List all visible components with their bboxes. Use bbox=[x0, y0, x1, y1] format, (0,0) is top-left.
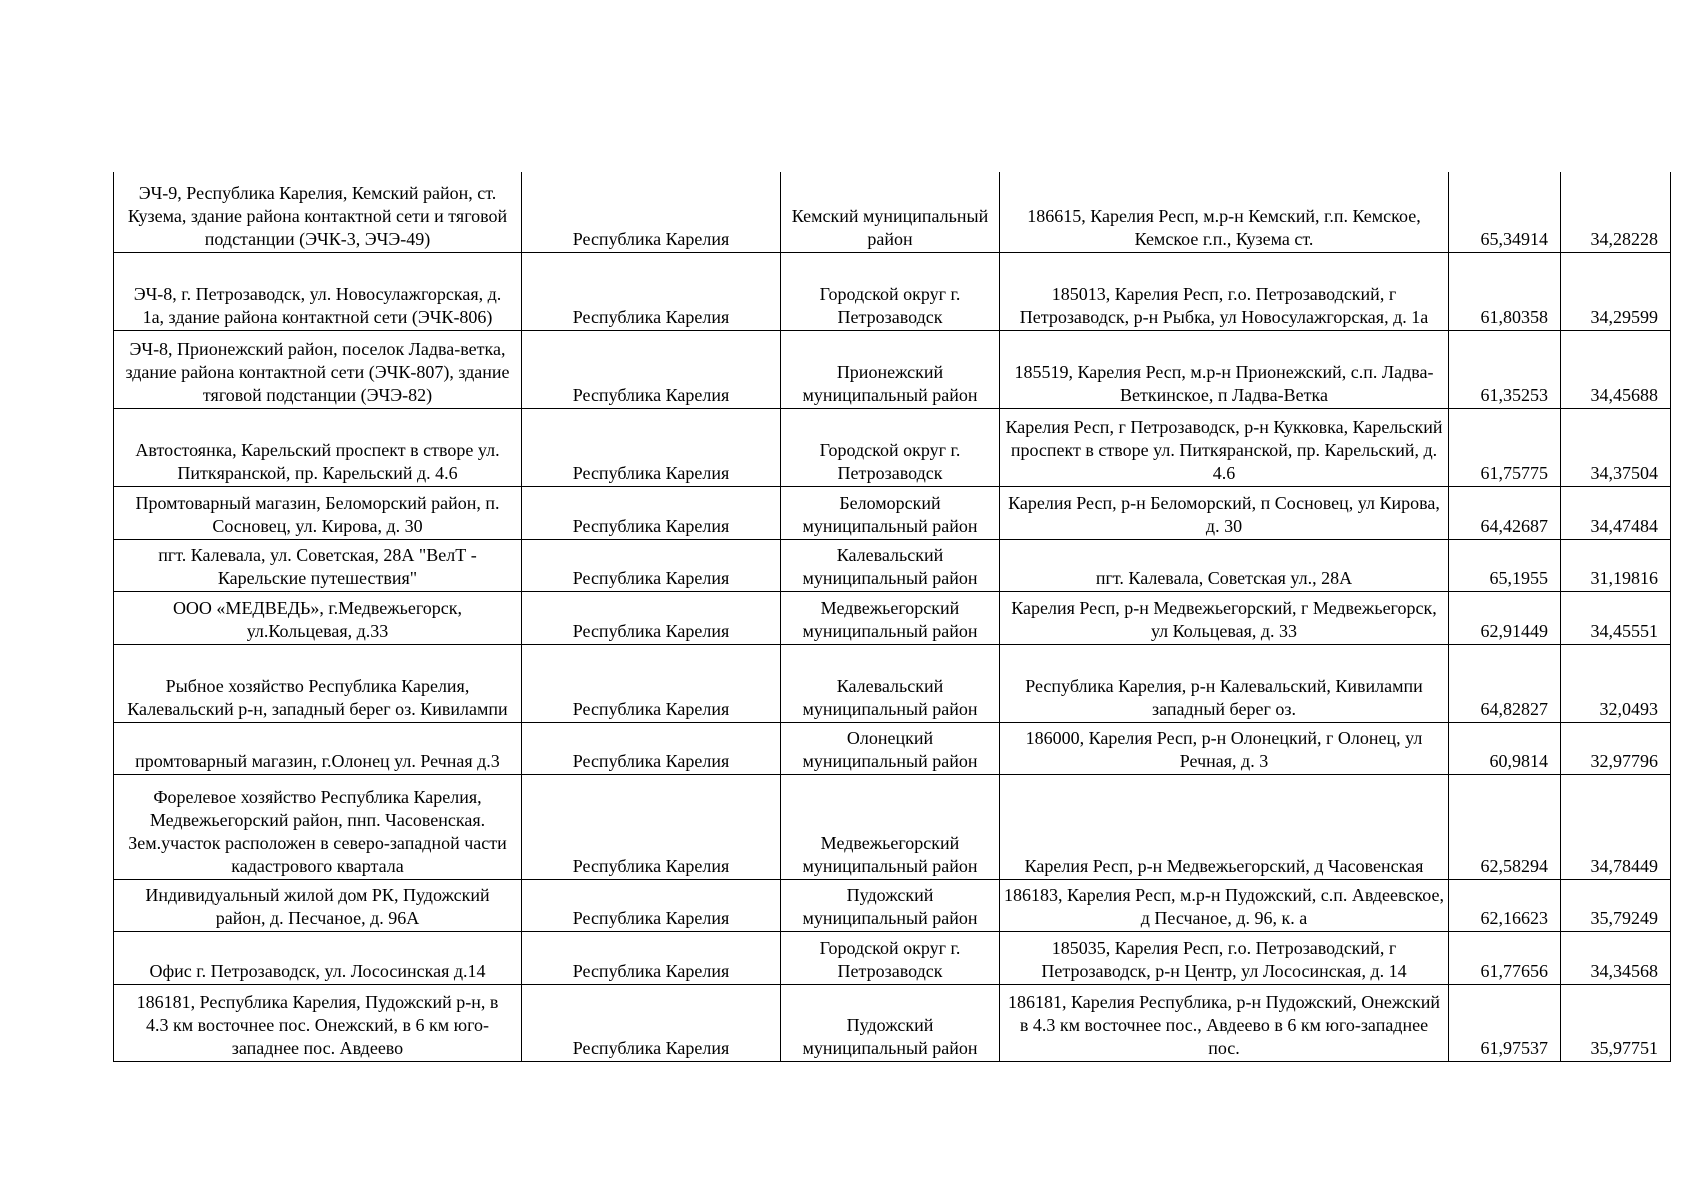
longitude-cell: 31,19816 bbox=[1561, 539, 1671, 591]
longitude-cell: 34,37504 bbox=[1561, 408, 1671, 486]
address-cell: Карелия Респ, р-н Беломорский, п Сосновец, ул Кирова, д. 30 bbox=[1000, 486, 1449, 539]
table-row bbox=[114, 330, 1671, 408]
table-row bbox=[114, 984, 1671, 1061]
longitude-cell: 34,47484 bbox=[1561, 486, 1671, 539]
object-name-cell: промтоварный магазин, г.Олонец ул. Речная д.3 bbox=[114, 722, 522, 774]
object-name-cell: ЭЧ-8, г. Петрозаводск, ул. Новосулажгорская, д. 1а, здание района контактной сети (ЭЧК-806) bbox=[114, 252, 522, 330]
region-cell: Республика Карелия bbox=[522, 591, 781, 644]
municipality-cell: Пудожский муниципальный район bbox=[781, 879, 1000, 931]
latitude-cell: 61,77656 bbox=[1449, 931, 1561, 984]
municipality-cell: Пудожский муниципальный район bbox=[781, 984, 1000, 1061]
municipality-cell: Городской округ г. Петрозаводск bbox=[781, 931, 1000, 984]
region-cell: Республика Карелия bbox=[522, 330, 781, 408]
address-cell: 186000, Карелия Респ, р-н Олонецкий, г Олонец, ул Речная, д. 3 bbox=[1000, 722, 1449, 774]
municipality-cell: Городской округ г. Петрозаводск bbox=[781, 408, 1000, 486]
object-name-cell: 186181, Республика Карелия, Пудожский р-н, в 4.3 км восточнее пос. Онежский, в 6 км юго-западнее пос. Авдеево bbox=[114, 984, 522, 1061]
address-cell: пгт. Калевала, Советская ул., 28А bbox=[1000, 539, 1449, 591]
object-name-cell: пгт. Калевала, ул. Советская, 28А "ВелТ - Карельские путешествия" bbox=[114, 539, 522, 591]
object-name-cell: ЭЧ-8, Прионежский район, поселок Ладва-ветка, здание района контактной сети (ЭЧК-807), здание тяговой подстанции (ЭЧЭ-82) bbox=[114, 330, 522, 408]
latitude-cell: 62,16623 bbox=[1449, 879, 1561, 931]
longitude-cell: 35,79249 bbox=[1561, 879, 1671, 931]
longitude-cell: 34,29599 bbox=[1561, 252, 1671, 330]
table-row bbox=[114, 931, 1671, 984]
region-cell: Республика Карелия bbox=[522, 774, 781, 879]
latitude-cell: 61,80358 bbox=[1449, 252, 1561, 330]
latitude-cell: 61,75775 bbox=[1449, 408, 1561, 486]
region-cell: Республика Карелия bbox=[522, 408, 781, 486]
longitude-cell: 34,78449 bbox=[1561, 774, 1671, 879]
region-cell: Республика Карелия bbox=[522, 539, 781, 591]
region-cell: Республика Карелия bbox=[522, 486, 781, 539]
region-cell: Республика Карелия bbox=[522, 722, 781, 774]
longitude-cell: 32,97796 bbox=[1561, 722, 1671, 774]
object-name-cell: Форелевое хозяйство Республика Карелия, Медвежьегорский район, пнп. Часовенская. Зем.участок расположен в северо-западной части кадастрового квартала bbox=[114, 774, 522, 879]
table-row bbox=[114, 172, 1671, 252]
municipality-cell: Олонецкий муниципальный район bbox=[781, 722, 1000, 774]
address-cell: Карелия Респ, г Петрозаводск, р-н Кукковка, Карельский проспект в створе ул. Питкяранской, пр. Карельский, д. 4.6 bbox=[1000, 408, 1449, 486]
object-name-cell: Автостоянка, Карельский проспект в створе ул. Питкяранской, пр. Карельский д. 4.6 bbox=[114, 408, 522, 486]
latitude-cell: 65,1955 bbox=[1449, 539, 1561, 591]
municipality-cell: Калевальский муниципальный район bbox=[781, 644, 1000, 722]
latitude-cell: 64,42687 bbox=[1449, 486, 1561, 539]
object-name-cell: Рыбное хозяйство Республика Карелия, Калевальский р-н, западный берег оз. Кивилампи bbox=[114, 644, 522, 722]
region-cell: Республика Карелия bbox=[522, 252, 781, 330]
region-cell: Республика Карелия bbox=[522, 984, 781, 1061]
address-cell: 186615, Карелия Респ, м.р-н Кемский, г.п. Кемское, Кемское г.п., Кузема ст. bbox=[1000, 172, 1449, 252]
latitude-cell: 61,97537 bbox=[1449, 984, 1561, 1061]
municipality-cell: Медвежьегорский муниципальный район bbox=[781, 591, 1000, 644]
object-name-cell: Офис г. Петрозаводск, ул. Лососинская д.14 bbox=[114, 931, 522, 984]
region-cell: Республика Карелия bbox=[522, 879, 781, 931]
address-cell: 186183, Карелия Респ, м.р-н Пудожский, с.п. Авдеевское, д Песчаное, д. 96, к. а bbox=[1000, 879, 1449, 931]
municipality-cell: Калевальский муниципальный район bbox=[781, 539, 1000, 591]
longitude-cell: 34,45688 bbox=[1561, 330, 1671, 408]
latitude-cell: 62,58294 bbox=[1449, 774, 1561, 879]
municipality-cell: Медвежьегорский муниципальный район bbox=[781, 774, 1000, 879]
address-cell: 186181, Карелия Республика, р-н Пудожский, Онежский в 4.3 км восточнее пос., Авдеево в 6 км юго-западнее пос. bbox=[1000, 984, 1449, 1061]
address-cell: 185035, Карелия Респ, г.о. Петрозаводский, г Петрозаводск, р-н Центр, ул Лососинская, д. 14 bbox=[1000, 931, 1449, 984]
address-cell: Карелия Респ, р-н Медвежьегорский, г Медвежьегорск, ул Кольцевая, д. 33 bbox=[1000, 591, 1449, 644]
region-cell: Республика Карелия bbox=[522, 931, 781, 984]
object-name-cell: Индивидуальный жилой дом РК, Пудожский район, д. Песчаное, д. 96А bbox=[114, 879, 522, 931]
objects-table bbox=[113, 172, 1671, 1062]
object-name-cell: ООО «МЕДВЕДЬ», г.Медвежьегорск, ул.Кольцевая, д.33 bbox=[114, 591, 522, 644]
latitude-cell: 65,34914 bbox=[1449, 172, 1561, 252]
latitude-cell: 61,35253 bbox=[1449, 330, 1561, 408]
municipality-cell: Кемский муниципальный район bbox=[781, 172, 1000, 252]
region-cell: Республика Карелия bbox=[522, 172, 781, 252]
municipality-cell: Городской округ г. Петрозаводск bbox=[781, 252, 1000, 330]
address-cell: 185519, Карелия Респ, м.р-н Прионежский, с.п. Ладва-Веткинское, п Ладва-Ветка bbox=[1000, 330, 1449, 408]
object-name-cell: Промтоварный магазин, Беломорский район, п. Сосновец, ул. Кирова, д. 30 bbox=[114, 486, 522, 539]
municipality-cell: Беломорский муниципальный район bbox=[781, 486, 1000, 539]
table-row bbox=[114, 539, 1671, 591]
table-row bbox=[114, 722, 1671, 774]
longitude-cell: 35,97751 bbox=[1561, 984, 1671, 1061]
address-cell: Республика Карелия, р-н Калевальский, Кивилампи западный берег оз. bbox=[1000, 644, 1449, 722]
table-row bbox=[114, 408, 1671, 486]
latitude-cell: 64,82827 bbox=[1449, 644, 1561, 722]
table-row bbox=[114, 591, 1671, 644]
municipality-cell: Прионежский муниципальный район bbox=[781, 330, 1000, 408]
longitude-cell: 34,45551 bbox=[1561, 591, 1671, 644]
table-row bbox=[114, 486, 1671, 539]
longitude-cell: 34,28228 bbox=[1561, 172, 1671, 252]
latitude-cell: 62,91449 bbox=[1449, 591, 1561, 644]
table-row bbox=[114, 879, 1671, 931]
table-row bbox=[114, 644, 1671, 722]
latitude-cell: 60,9814 bbox=[1449, 722, 1561, 774]
address-cell: Карелия Респ, р-н Медвежьегорский, д Часовенская bbox=[1000, 774, 1449, 879]
address-cell: 185013, Карелия Респ, г.о. Петрозаводский, г Петрозаводск, р-н Рыбка, ул Новосулажгорская, д. 1а bbox=[1000, 252, 1449, 330]
region-cell: Республика Карелия bbox=[522, 644, 781, 722]
table-row bbox=[114, 252, 1671, 330]
longitude-cell: 34,34568 bbox=[1561, 931, 1671, 984]
object-name-cell: ЭЧ-9, Республика Карелия, Кемский район, ст. Кузема, здание района контактной сети и тяговой подстанции (ЭЧК-3, ЭЧЭ-49) bbox=[114, 172, 522, 252]
table-row bbox=[114, 774, 1671, 879]
longitude-cell: 32,0493 bbox=[1561, 644, 1671, 722]
